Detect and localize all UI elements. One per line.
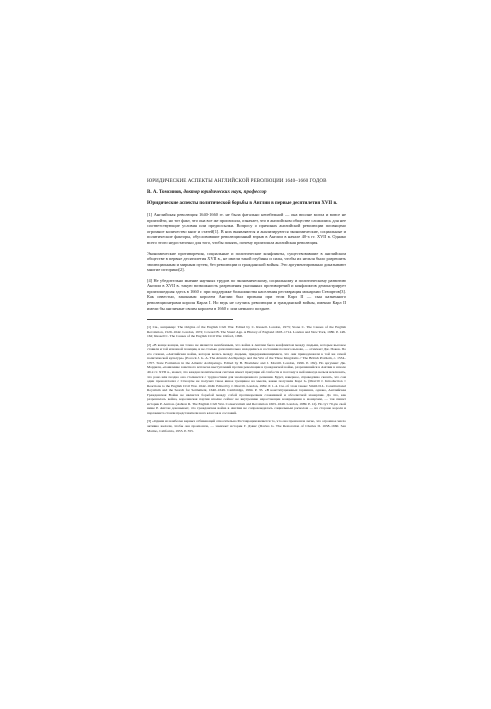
footnote: [1] См., например: The Origins of the English Civil War. Edited by C. Russell. London, 1973; Stone C. The Causes of the English Revolution, 1529–1642. London, 1972; Coward B. The Stuart Age. A History of England 1603–1714. London and New York, 1980. P. 148-162; Russell C. The Causes of the English Civil War. Oxford, 1990. (147, 325, 346, 339)
footnote-separator (147, 319, 233, 320)
section-subtitle: Юридические аспекты политической борьбы в Англии в первые десятилетия XVII в. (147, 201, 338, 206)
paragraph: [1] Английская революция 1640-1660 гг. не была фатально неизбежной — она вполне могла и вовсе не произойти, но тот факт, что она все же произошла, означает, что в английском обществе сложились для нее соответствующие условия или предпосылки. Вопросу о причинах английской революции посвящено огромное количество книг и статей[1]. В них выявляются и анализируются экономические, социальные и политические факторы, обусловившие революционный взрыв в Англии в начале 40-х гг. XVII в. Однако всего этого недостаточно для того, чтобы понять, почему произошла английская революция. (147, 212, 346, 246)
paragraph: [4] Не убедительно мнение научных трудов по экономическому, социальному и политическому развитию Англии в XVII в. такую возможность разрешения указанных противоречий и конфликтов демонстрирует произошедшая здесь в 1660 г. при поддержке большинства населения реставрация монархии Стюартов[3]. Как известно, законным королем Англии был признан при этом Карл II — сын казненного революционерами короля Карла I. Но ведь не случись революции и гражданской войны, именно Карл II имели бы англичане своим королем в 1660 г. или немного позднее. (147, 277, 346, 311)
article-heading: ЮРИДИЧЕСКИЕ АСПЕКТЫ АНГЛИЙСКОЙ РЕВОЛЮЦИИ 1640–1660 ГОДОВ (147, 178, 327, 184)
footnote: [3] «Одним из наиболее верных отбивающей относительно Реставрации является то, что она произошла легко, что огромное число активно желали, чтобы она произошла, — замечает историк Г. Дэвис (Davies G. The Restoration of Charles II. 1658–1660. San Marino, California, 1955. P. 355. (147, 419, 346, 433)
author-line (147, 190, 346, 196)
author-role: доктор юридических наук, профессор (183, 189, 267, 195)
author-name: В. А. Томсинов, (147, 189, 183, 195)
footnote: [2] «В конце концов, ни точно не является неизбежным, что война в Англии была конфликтом между людьми, которые высокое ставили и той или иной позиции, и не столько дополнительно находились в состоянии полного вызова, — отмечает Дж. Покок. По его словам, «Английская война, которая велась между людьми, придерживающимися, что они принадлежали к той же самой политической культуре» (Pocock J. G. A. The Atlantic Archipelago and the War of the Three Kingdoms // The British Problem, c. 1534–1707. State Formation in the Atlantic Archipelago. Edited by B. Bradshaw and J. Morrill. London, 1996. P. 182). Но аргумент Дж. Морриля, «появление заметного всплеска выступлений против революции в гражданской войне, разразившейся в Англии в начале 40-х гг. XVII в., может, что каждая политическая система имеет присущие ей слабости и поэтому в ней никогда нельзя исключать, что рано или поздно она столкнется с трудностями для эволюционного решения. Будет, наверное, справедливо сказать, что сам один провозгласил с Стюарты не получил такое явное трещиное на мысли, какие получили Карл I» (Morrill J. Introduction // Reactions to the English Civil War. 1642–1649. Edited by J. Morrill. London, 1982. P. 1–4. См. об этом также: Smith D.L. Constitutional Royalism and the Search for Settlement, 1640–1649. Cambridge, 1994. P. 35. «В конституционных терминах, однако, Английская Гражданская Война не является борьбой между собой противоречием сложившей и абсолютной монархии. Да что, как разрешалась война, королевская партия вполне сейчас не внутренние нарастающие возвращения к монархии, — так пишет историк Р. Аштон. (Ashton R. The English Civil War. Conservatism and Revolution 1603–1649. London, 1989. P. 12). Но тут 70-ую свой ниже Р. Аштон доказывает, что гражданская война в Англии не сопровождалась социальным расколом — на стороне короля и парламента стояли представители всех классов и сословий. (147, 342, 346, 415)
paragraph: Экономические противоречия, социальные и политические конфликты, существовавшие в английском обществе в первые десятилетия XVII в., не имели такой глубины и силы, чтобы их нельзя было разрешить эволюционным и мирным путем, без революции и гражданской войны. Это аргументированно доказывают многие историки[2]. (147, 250, 346, 273)
article (147, 178, 346, 437)
